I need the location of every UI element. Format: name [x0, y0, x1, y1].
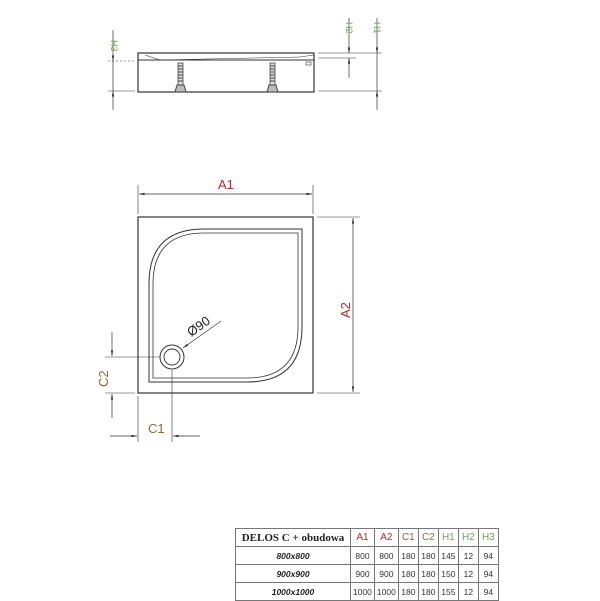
col-header-c1: C1 — [398, 529, 418, 547]
cell: 900 — [374, 565, 398, 583]
row-label: 900x900 — [236, 565, 351, 583]
cell: 94 — [478, 565, 498, 583]
cell: 94 — [478, 547, 498, 565]
cell: 12 — [458, 565, 478, 583]
tray-side-body — [138, 53, 314, 92]
cell: 180 — [418, 583, 438, 601]
col-header-h2: H2 — [458, 529, 478, 547]
col-header-h1: H1 — [438, 529, 458, 547]
cell: 145 — [438, 547, 458, 565]
cell: 12 — [458, 547, 478, 565]
label-drain-diameter: Ø90 — [184, 313, 213, 340]
col-header-a2: A2 — [374, 529, 398, 547]
table-header-row — [236, 529, 499, 547]
label-c2: C2 — [96, 370, 111, 387]
label-h1: H1 — [372, 22, 382, 34]
col-header-a1: A1 — [351, 529, 375, 547]
cell: 180 — [398, 565, 418, 583]
label-a1: A1 — [218, 177, 234, 192]
row-label: 1000x1000 — [236, 583, 351, 601]
label-c1: C1 — [148, 421, 165, 436]
cell: 180 — [418, 565, 438, 583]
cell: 155 — [438, 583, 458, 601]
table-row — [236, 583, 499, 601]
row-label: 800x800 — [236, 547, 351, 565]
cell: 12 — [458, 583, 478, 601]
cell: 800 — [374, 547, 398, 565]
col-header-c2: C2 — [418, 529, 438, 547]
dimensions-table — [235, 528, 499, 601]
table-row — [236, 565, 499, 583]
cell: 180 — [418, 547, 438, 565]
plan-view — [105, 185, 360, 442]
cell: 1000 — [374, 583, 398, 601]
table-row — [236, 547, 499, 565]
cell: 180 — [398, 583, 418, 601]
drain-inner — [164, 349, 180, 365]
cell: 94 — [478, 583, 498, 601]
cell: 800 — [351, 547, 375, 565]
side-view — [108, 18, 382, 110]
cell: 150 — [438, 565, 458, 583]
label-a2: A2 — [338, 302, 353, 318]
basin-outer — [149, 229, 302, 382]
col-header-h3: H3 — [478, 529, 498, 547]
label-h3: H3 — [109, 40, 119, 52]
basin-inner — [153, 233, 298, 378]
label-h2: H2 — [344, 22, 354, 34]
cell: 180 — [398, 547, 418, 565]
cell: 900 — [351, 565, 375, 583]
cell: 1000 — [351, 583, 375, 601]
table-title: DELOS C + obudowa — [236, 529, 351, 547]
